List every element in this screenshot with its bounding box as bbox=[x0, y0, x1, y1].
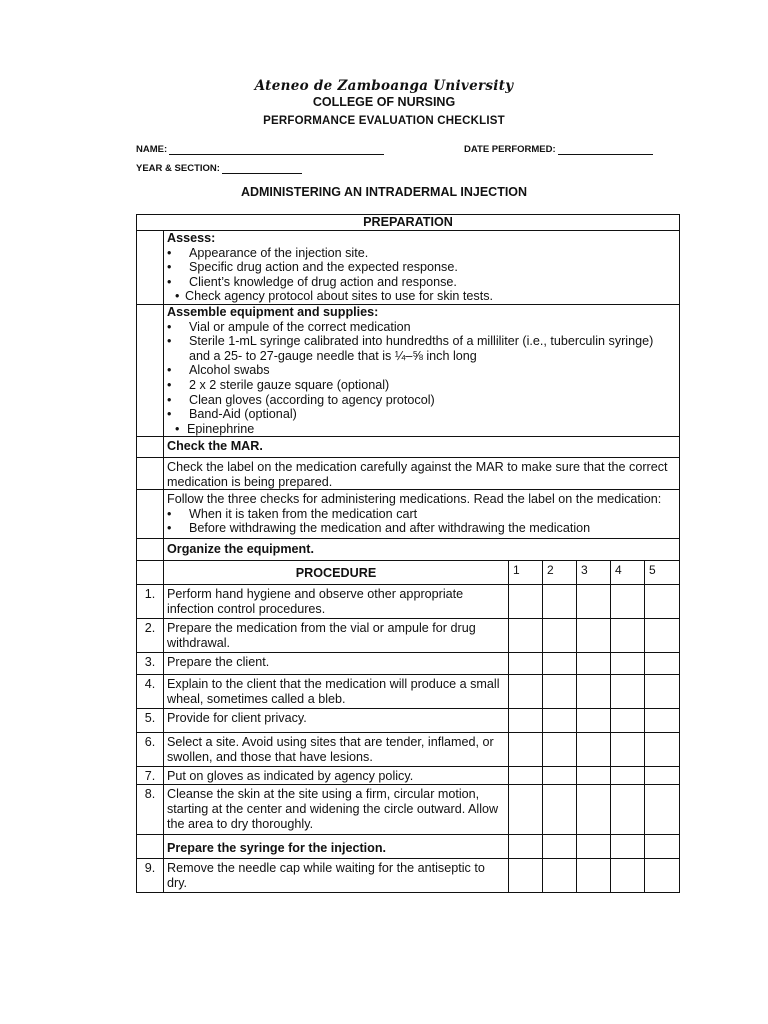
procedure-steps bbox=[137, 585, 680, 893]
score-cell-4[interactable] bbox=[611, 835, 645, 859]
score-cell-3[interactable] bbox=[577, 619, 611, 653]
score-cell-5[interactable] bbox=[645, 733, 680, 767]
score-cell-5[interactable] bbox=[645, 767, 680, 785]
table-row bbox=[137, 585, 680, 619]
list-item: • Clean gloves (according to agency protocol) bbox=[167, 393, 676, 408]
table-row bbox=[137, 859, 680, 893]
table-row bbox=[137, 835, 680, 859]
step-number: 2. bbox=[137, 619, 164, 653]
college-name: COLLEGE OF NURSING bbox=[312, 95, 456, 109]
row-number-cell bbox=[137, 304, 164, 436]
list-item: • Appearance of the injection site. bbox=[167, 246, 676, 261]
score-cell-4[interactable] bbox=[611, 767, 645, 785]
score-cell-5[interactable] bbox=[645, 585, 680, 619]
procedure-heading: PROCEDURE bbox=[164, 561, 509, 585]
year-section-label: YEAR & SECTION: bbox=[136, 163, 220, 174]
three-checks-text: Follow the three checks for administering medications. Read the label on the medication: bbox=[167, 492, 662, 507]
step-text: Prepare the syringe for the injection. bbox=[164, 835, 509, 859]
score-header-4: 4 bbox=[611, 561, 645, 585]
score-cell-3[interactable] bbox=[577, 835, 611, 859]
list-item: • Client’s knowledge of drug action and response. bbox=[167, 275, 676, 290]
score-cell-2[interactable] bbox=[543, 859, 577, 893]
table-row bbox=[137, 733, 680, 767]
step-text: Provide for client privacy. bbox=[164, 709, 509, 733]
equipment-row bbox=[137, 304, 680, 436]
checklist-title: PERFORMANCE EVALUATION CHECKLIST bbox=[263, 115, 505, 127]
procedure-title: ADMINISTERING AN INTRADERMAL INJECTION bbox=[240, 185, 528, 199]
name-blank[interactable] bbox=[169, 145, 384, 155]
list-item: • Band-Aid (optional) bbox=[167, 407, 676, 422]
list-item: • Check agency protocol about sites to use for skin tests. bbox=[167, 289, 676, 304]
list-item: • Epinephrine bbox=[167, 422, 676, 437]
equipment-title: Assemble equipment and supplies: bbox=[167, 304, 379, 319]
score-cell-2[interactable] bbox=[543, 767, 577, 785]
score-cell-1[interactable] bbox=[509, 835, 543, 859]
score-cell-1[interactable] bbox=[509, 785, 543, 835]
score-cell-1[interactable] bbox=[509, 709, 543, 733]
score-cell-2[interactable] bbox=[543, 619, 577, 653]
score-cell-5[interactable] bbox=[645, 675, 680, 709]
list-item: • 2 x 2 sterile gauze square (optional) bbox=[167, 378, 676, 393]
table-row bbox=[137, 785, 680, 835]
step-text: Perform hand hygiene and observe other appropriate infection control procedures. bbox=[164, 585, 509, 619]
step-number: 3. bbox=[137, 653, 164, 675]
procedure-header-row bbox=[137, 561, 680, 585]
score-cell-5[interactable] bbox=[645, 653, 680, 675]
check-mar-text-row bbox=[137, 457, 680, 489]
three-checks-row bbox=[137, 490, 680, 539]
step-number: 4. bbox=[137, 675, 164, 709]
step-text: Explain to the client that the medication will produce a small wheal, sometimes called a bleb. bbox=[164, 675, 509, 709]
score-cell-4[interactable] bbox=[611, 585, 645, 619]
score-cell-5[interactable] bbox=[645, 619, 680, 653]
score-cell-4[interactable] bbox=[611, 859, 645, 893]
row-number-cell bbox=[137, 457, 164, 489]
step-text: Prepare the medication from the vial or ampule for drug withdrawal. bbox=[164, 619, 509, 653]
table-row bbox=[137, 709, 680, 733]
three-checks-list bbox=[167, 507, 676, 536]
step-number: 1. bbox=[137, 585, 164, 619]
score-cell-2[interactable] bbox=[543, 733, 577, 767]
list-item: • Before withdrawing the medication and after withdrawing the medication bbox=[167, 521, 676, 536]
score-cell-3[interactable] bbox=[577, 675, 611, 709]
score-cell-2[interactable] bbox=[543, 709, 577, 733]
score-cell-5[interactable] bbox=[645, 785, 680, 835]
score-cell-5[interactable] bbox=[645, 709, 680, 733]
name-label: NAME: bbox=[136, 144, 168, 155]
score-cell-3[interactable] bbox=[577, 653, 611, 675]
step-number bbox=[137, 835, 164, 859]
score-cell-5[interactable] bbox=[645, 859, 680, 893]
score-cell-2[interactable] bbox=[543, 675, 577, 709]
score-header-3: 3 bbox=[577, 561, 611, 585]
preparation-header-row bbox=[137, 215, 680, 231]
score-cell-3[interactable] bbox=[577, 585, 611, 619]
check-mar-title-row bbox=[137, 437, 680, 458]
score-cell-4[interactable] bbox=[611, 619, 645, 653]
list-item: • When it is taken from the medication cart bbox=[167, 507, 676, 522]
list-item: • Sterile 1-mL syringe calibrated into hundredths of a milliliter (i.e., tuberculin syringe) and a 25- to 27-gauge needle that is ¼–⅝ inch long bbox=[167, 334, 676, 363]
score-cell-1[interactable] bbox=[509, 859, 543, 893]
equipment-list bbox=[167, 320, 676, 437]
date-field[interactable] bbox=[464, 144, 653, 155]
list-item: • Alcohol swabs bbox=[167, 363, 676, 378]
score-cell-1[interactable] bbox=[509, 619, 543, 653]
row-number-cell bbox=[137, 490, 164, 539]
organize-row bbox=[137, 538, 680, 561]
score-cell-4[interactable] bbox=[611, 675, 645, 709]
step-number: 9. bbox=[137, 859, 164, 893]
step-number: 7. bbox=[137, 767, 164, 785]
score-cell-5[interactable] bbox=[645, 835, 680, 859]
score-cell-2[interactable] bbox=[543, 785, 577, 835]
score-cell-4[interactable] bbox=[611, 709, 645, 733]
score-cell-4[interactable] bbox=[611, 785, 645, 835]
list-item: • Vial or ampule of the correct medication bbox=[167, 320, 676, 335]
assess-list bbox=[167, 246, 676, 304]
step-text: Remove the needle cap while waiting for the antiseptic to dry. bbox=[164, 859, 509, 893]
name-field[interactable] bbox=[136, 144, 384, 155]
score-cell-1[interactable] bbox=[509, 653, 543, 675]
step-text: Select a site. Avoid using sites that are tender, inflamed, or swollen, and those that have lesions. bbox=[164, 733, 509, 767]
assess-row bbox=[137, 231, 680, 305]
assess-title: Assess: bbox=[167, 231, 216, 245]
score-cell-2[interactable] bbox=[543, 653, 577, 675]
score-cell-3[interactable] bbox=[577, 785, 611, 835]
score-cell-3[interactable] bbox=[577, 767, 611, 785]
score-header-5: 5 bbox=[645, 561, 680, 585]
organize-equipment: Organize the equipment. bbox=[164, 538, 680, 561]
score-header-1: 1 bbox=[509, 561, 543, 585]
row-number-cell bbox=[137, 437, 164, 458]
step-number: 6. bbox=[137, 733, 164, 767]
table-row bbox=[137, 653, 680, 675]
step-text: Prepare the client. bbox=[164, 653, 509, 675]
score-cell-1[interactable] bbox=[509, 733, 543, 767]
row-number-cell bbox=[137, 538, 164, 561]
date-label: DATE PERFORMED: bbox=[464, 144, 556, 155]
table-row bbox=[137, 675, 680, 709]
score-cell-3[interactable] bbox=[577, 859, 611, 893]
table-row bbox=[137, 619, 680, 653]
step-text: Put on gloves as indicated by agency policy. bbox=[164, 767, 509, 785]
step-text: Cleanse the skin at the site using a firm, circular motion, starting at the center and widening the circle outward. Allow the area to dry thoroughly. bbox=[164, 785, 509, 835]
check-mar-title: Check the MAR. bbox=[164, 437, 680, 458]
row-number-cell bbox=[137, 561, 164, 585]
score-cell-1[interactable] bbox=[509, 675, 543, 709]
row-number-cell bbox=[137, 231, 164, 305]
score-cell-2[interactable] bbox=[543, 585, 577, 619]
equipment-cell bbox=[164, 304, 680, 436]
university-name: Ateneo de Zamboanga University bbox=[254, 78, 514, 94]
check-mar-text: Check the label on the medication carefully against the MAR to make sure that the correct medication is being prepared. bbox=[164, 457, 680, 489]
list-item: • Specific drug action and the expected response. bbox=[167, 260, 676, 275]
three-checks-cell bbox=[164, 490, 680, 539]
step-number: 5. bbox=[137, 709, 164, 733]
table-row bbox=[137, 767, 680, 785]
score-cell-1[interactable] bbox=[509, 767, 543, 785]
step-number: 8. bbox=[137, 785, 164, 835]
year-section-field[interactable] bbox=[136, 163, 302, 174]
checklist-table bbox=[136, 214, 680, 893]
preparation-heading: PREPARATION bbox=[137, 215, 680, 231]
score-cell-3[interactable] bbox=[577, 709, 611, 733]
score-header-2: 2 bbox=[543, 561, 577, 585]
assess-cell bbox=[164, 231, 680, 305]
score-cell-4[interactable] bbox=[611, 653, 645, 675]
score-cell-2[interactable] bbox=[543, 835, 577, 859]
date-blank[interactable] bbox=[558, 145, 653, 155]
score-cell-3[interactable] bbox=[577, 733, 611, 767]
year-section-blank[interactable] bbox=[222, 164, 302, 174]
score-cell-1[interactable] bbox=[509, 585, 543, 619]
score-cell-4[interactable] bbox=[611, 733, 645, 767]
